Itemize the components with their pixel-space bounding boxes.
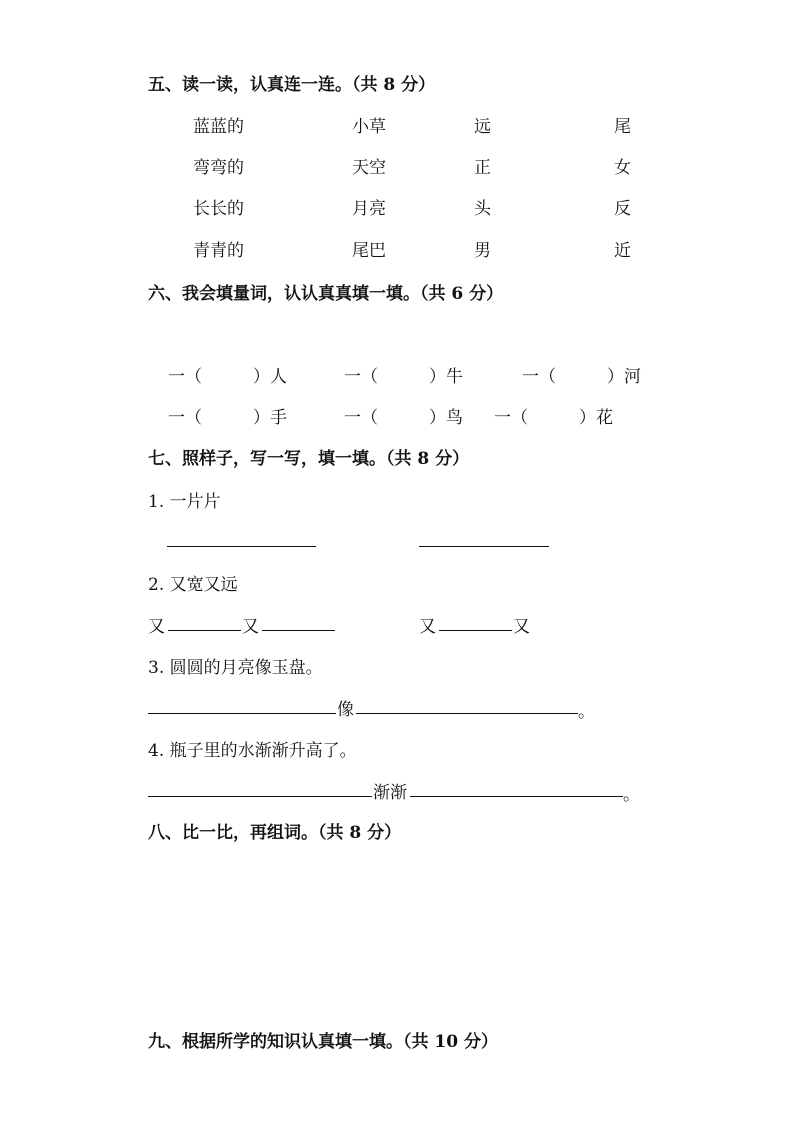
section-9-title: 九、根据所学的知识认真填一填。（共 10 分） bbox=[148, 1032, 498, 1052]
answer-line[interactable] bbox=[356, 713, 578, 714]
match-item: 天空 bbox=[352, 158, 386, 178]
period: 。 bbox=[623, 785, 640, 805]
answer-line[interactable] bbox=[410, 796, 623, 797]
measure-word-blank[interactable]: 一（ ）手 bbox=[168, 408, 287, 428]
match-item: 远 bbox=[474, 117, 491, 137]
section-6-title: 六、我会填量词，认认真真填一填。（共 6 分） bbox=[148, 284, 504, 304]
period: 。 bbox=[578, 702, 595, 722]
match-item: 近 bbox=[614, 241, 631, 261]
match-item: 小草 bbox=[352, 117, 386, 137]
section-5-title: 五、读一读，认真连一连。（共 8 分） bbox=[148, 75, 436, 95]
you-char: 又 bbox=[419, 617, 436, 637]
match-item: 正 bbox=[474, 158, 491, 178]
match-item: 尾巴 bbox=[352, 241, 386, 261]
match-item: 青青的 bbox=[193, 241, 244, 261]
measure-word-blank[interactable]: 一（ ）河 bbox=[522, 367, 641, 387]
answer-line[interactable] bbox=[439, 630, 512, 631]
you-char: 又 bbox=[242, 617, 259, 637]
match-item: 月亮 bbox=[352, 199, 386, 219]
answer-line[interactable] bbox=[148, 713, 336, 714]
measure-word-blank[interactable]: 一（ ）牛 bbox=[344, 367, 463, 387]
example-4: 4. 瓶子里的水渐渐升高了。 bbox=[148, 741, 357, 761]
you-char: 又 bbox=[513, 617, 530, 637]
example-3: 3. 圆圆的月亮像玉盘。 bbox=[148, 658, 323, 678]
match-item: 蓝蓝的 bbox=[193, 117, 244, 137]
answer-line[interactable] bbox=[419, 546, 549, 547]
example-2: 2. 又宽又远 bbox=[148, 575, 238, 595]
section-7-title: 七、照样子，写一写，填一填。（共 8 分） bbox=[148, 449, 470, 469]
xiang-char: 像 bbox=[337, 700, 354, 720]
match-item: 女 bbox=[614, 158, 631, 178]
match-item: 尾 bbox=[614, 117, 631, 137]
jianjian-word: 渐渐 bbox=[373, 783, 407, 803]
answer-line[interactable] bbox=[262, 630, 335, 631]
answer-line[interactable] bbox=[168, 630, 241, 631]
you-char: 又 bbox=[148, 617, 165, 637]
match-item: 头 bbox=[474, 199, 491, 219]
match-item: 长长的 bbox=[193, 199, 244, 219]
match-item: 反 bbox=[614, 199, 631, 219]
match-item: 男 bbox=[474, 241, 491, 261]
answer-line[interactable] bbox=[167, 546, 316, 547]
match-item: 弯弯的 bbox=[193, 158, 244, 178]
measure-word-blank[interactable]: 一（ ）花 bbox=[494, 408, 613, 428]
example-1: 1. 一片片 bbox=[148, 492, 221, 512]
measure-word-blank[interactable]: 一（ ）人 bbox=[168, 367, 287, 387]
section-8-title: 八、比一比，再组词。（共 8 分） bbox=[148, 823, 402, 843]
answer-line[interactable] bbox=[148, 796, 372, 797]
measure-word-blank[interactable]: 一（ ）鸟 bbox=[344, 408, 463, 428]
